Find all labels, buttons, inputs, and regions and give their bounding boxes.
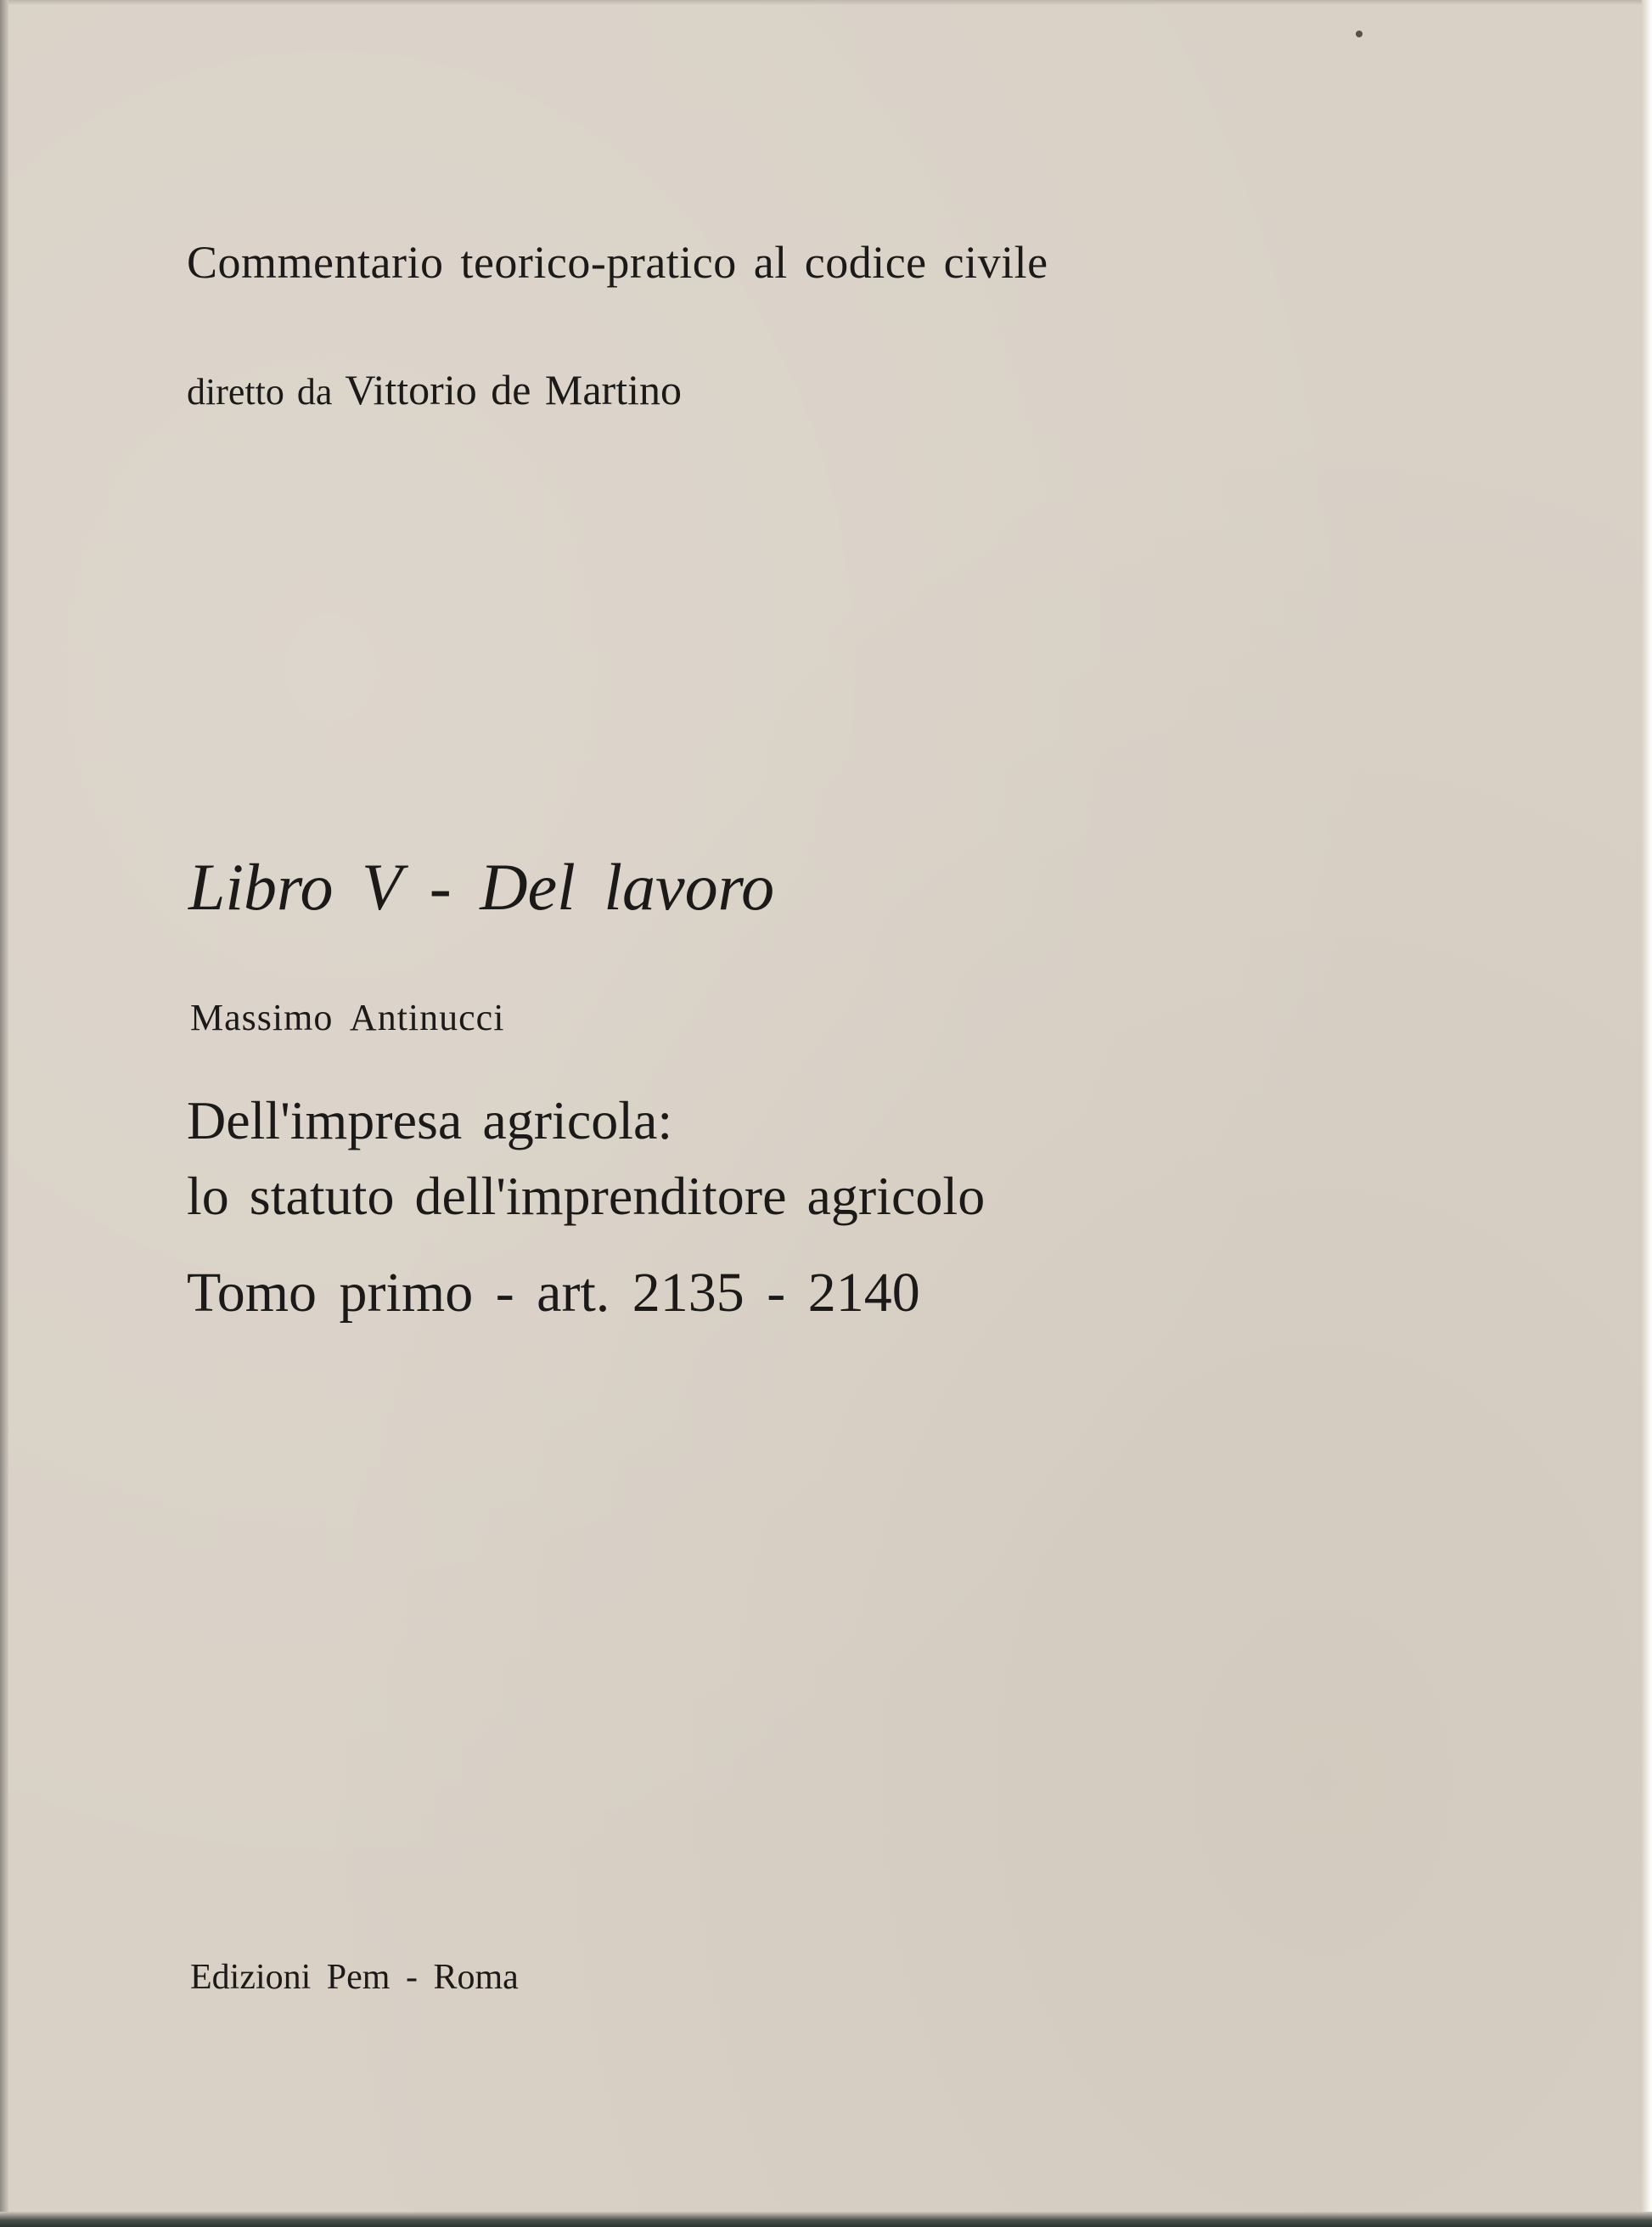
series-title: Commentario teorico-pratico al codice civile: [187, 237, 1048, 288]
director-prefix: diretto da: [187, 371, 333, 413]
work-title-line-2: lo statuto dell'imprenditore agricolo: [187, 1166, 986, 1226]
director-line: [187, 365, 682, 414]
work-title-line-1: Dell'impresa agricola:: [187, 1090, 673, 1150]
paper-speck: [1356, 31, 1363, 37]
book-title: Libro V - Del lavoro: [188, 850, 775, 924]
cover-bottom-edge: [0, 2212, 1652, 2227]
author-name: Massimo Antinucci: [190, 997, 505, 1038]
cover-right-edge: [1642, 0, 1652, 2227]
cover-left-edge: [0, 0, 8, 2227]
cover-top-edge: [0, 0, 1652, 5]
director-name: Vittorio de Martino: [345, 366, 682, 413]
publisher: Edizioni Pem - Roma: [190, 1958, 519, 1997]
volume-info: Tomo primo - art. 2135 - 2140: [187, 1262, 920, 1324]
